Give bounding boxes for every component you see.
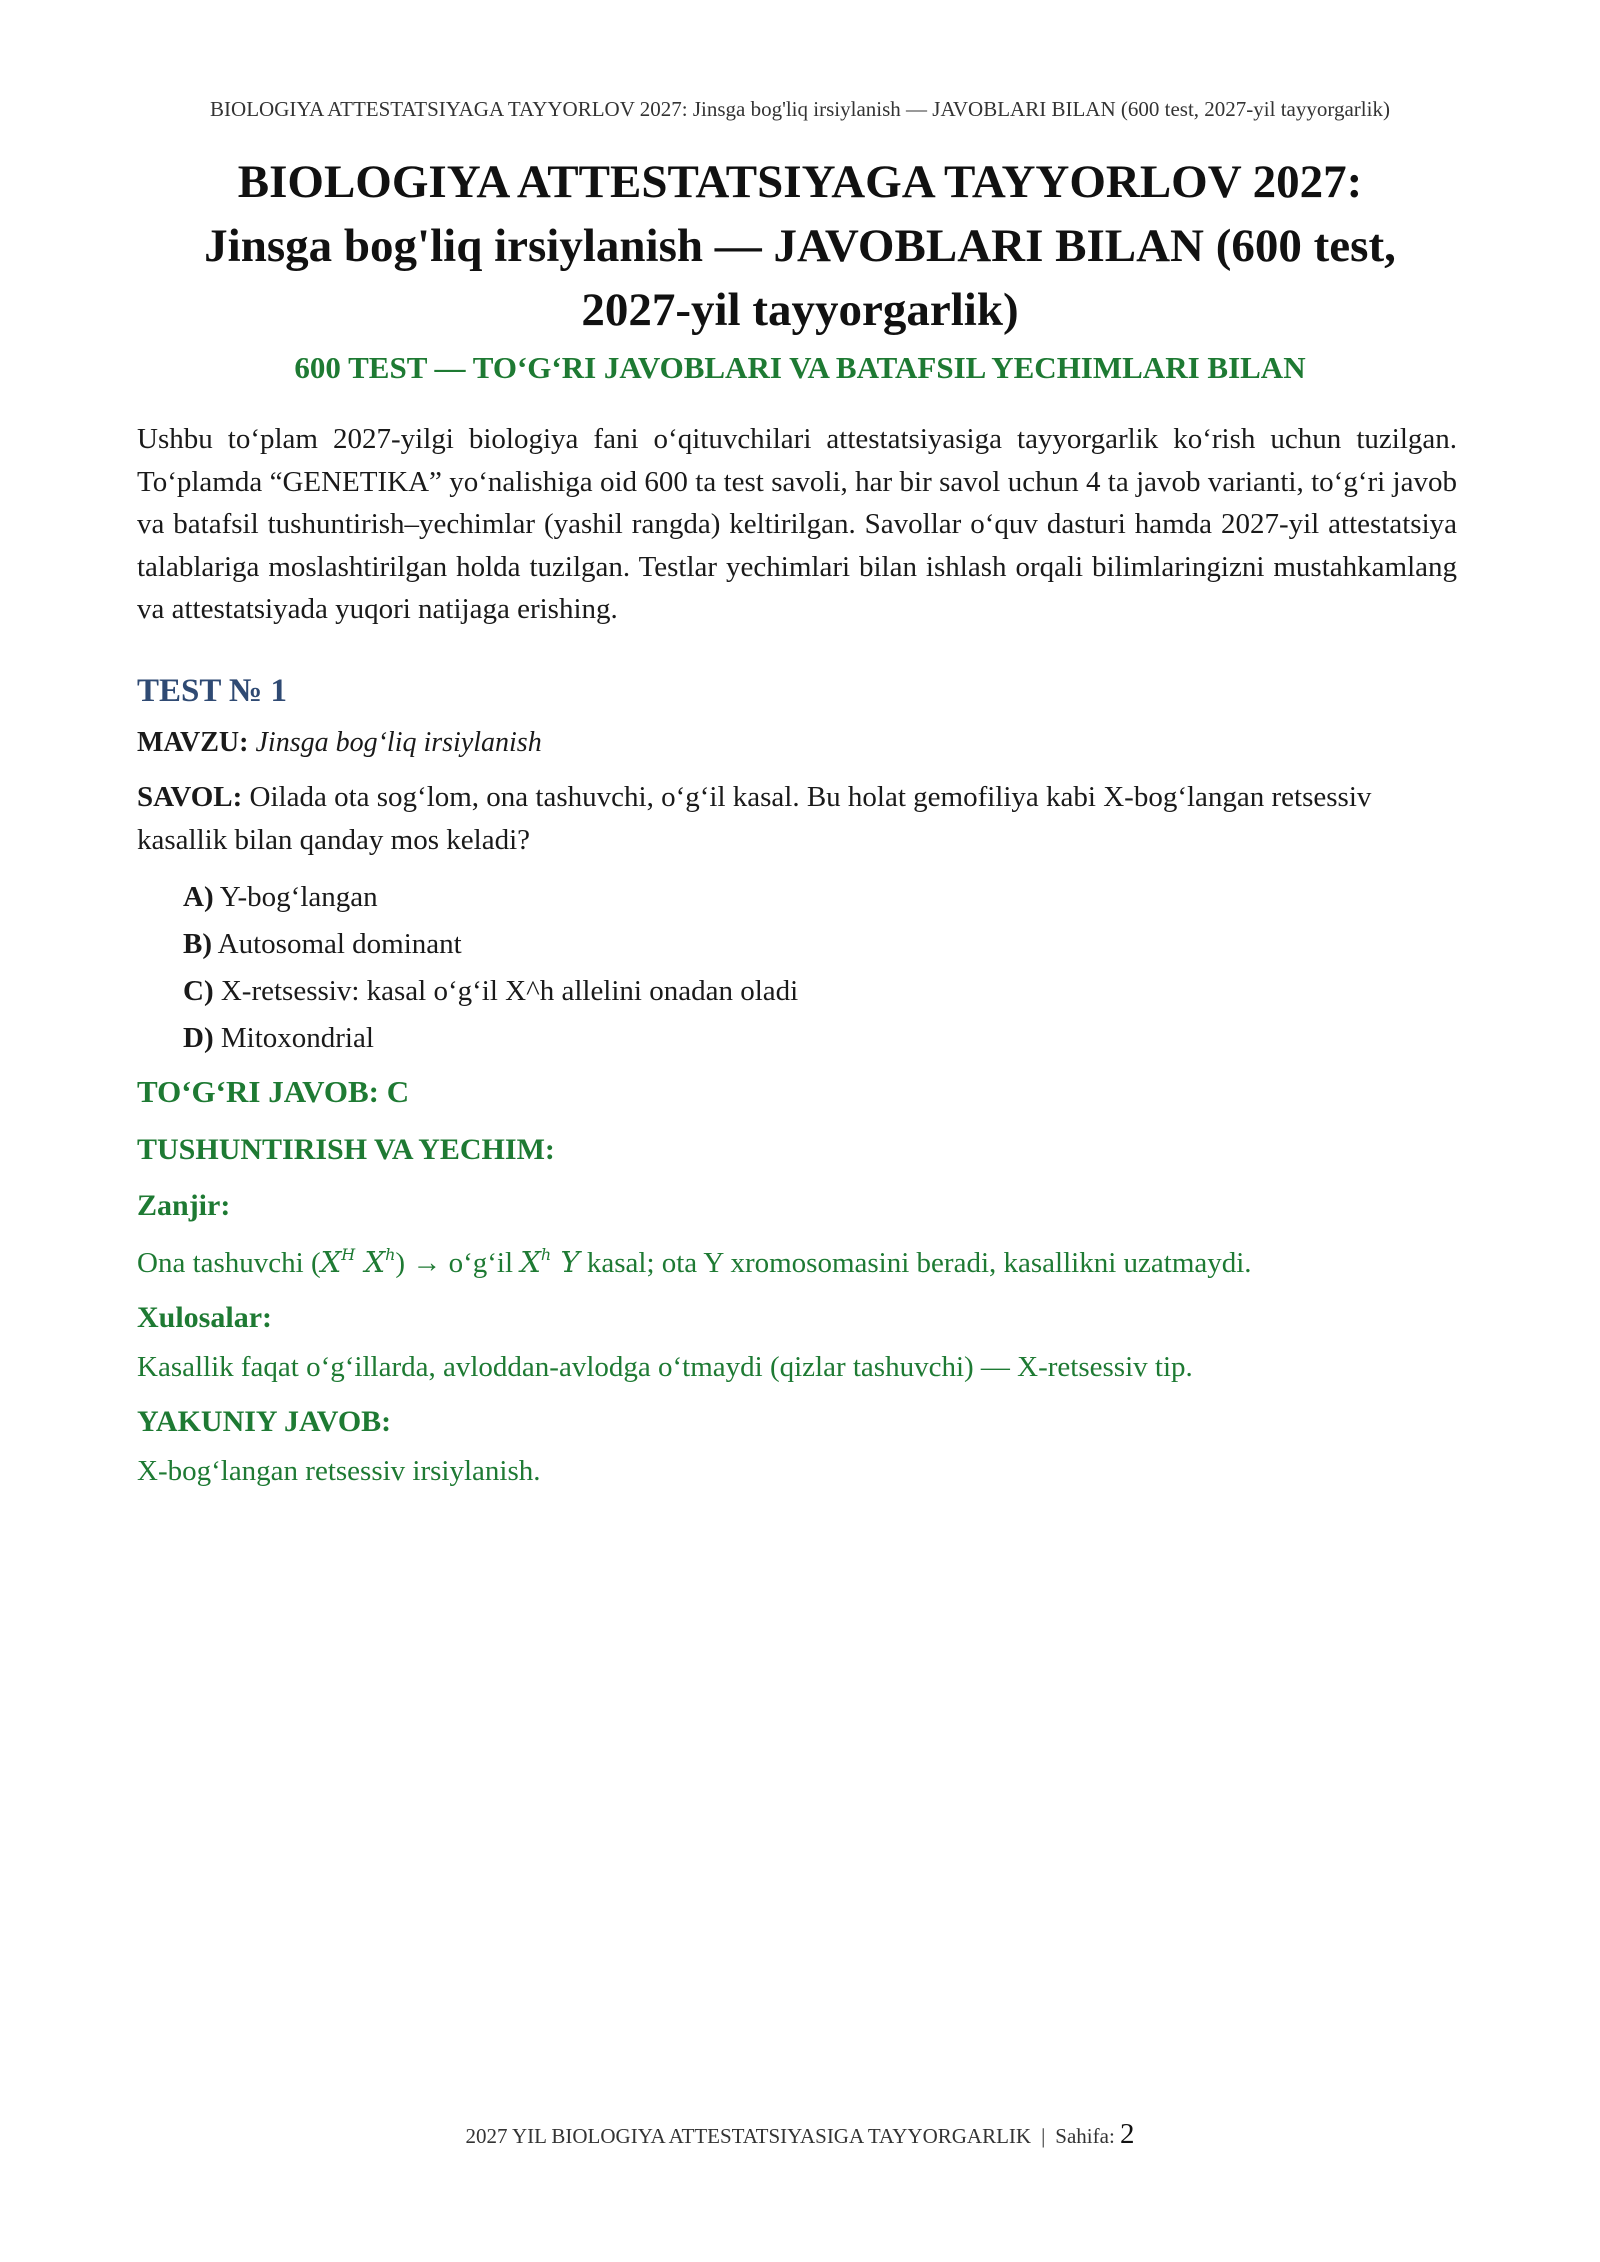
conclusions-heading: Xulosalar: — [137, 1301, 272, 1334]
page-footer — [0, 2118, 1600, 2151]
chain-heading: Zanjir: — [137, 1189, 231, 1222]
question-label: SAVOL: — [137, 781, 243, 813]
x-chromosome: X — [520, 1245, 541, 1279]
option-text: Y-bog‘langan — [219, 881, 378, 913]
allele-dominant: H — [341, 1245, 356, 1264]
running-header: BIOLOGIYA ATTESTATSIYAGA TAYYORLOV 2027: Jinsga bog'liq irsiylanish — JAVOBLARI BILAN (600 test, 2027-yil tayyorgarlik) — [210, 97, 1390, 121]
document-title — [150, 150, 1450, 342]
option-letter: C) — [183, 975, 214, 1007]
page-label: Sahifa: — [1055, 2124, 1115, 2148]
y-chromosome: Y — [560, 1245, 580, 1279]
page-number: 2 — [1120, 2118, 1135, 2150]
option-a — [183, 874, 1457, 921]
topic-label: MAVZU: — [137, 727, 249, 758]
option-c — [183, 968, 1457, 1015]
final-answer-text: X-bog‘langan retsessiv irsiylanish. — [137, 1455, 541, 1487]
test-heading: TEST № 1 — [137, 673, 287, 709]
correct-answer: TO‘G‘RI JAVOB: C — [137, 1074, 410, 1109]
final-answer-heading: YAKUNIY JAVOB: — [137, 1405, 392, 1438]
title-line-1: BIOLOGIYA ATTESTATSIYAGA TAYYORLOV 2027: — [237, 156, 1363, 208]
option-letter: A) — [183, 881, 214, 913]
allele-recessive: h — [540, 1245, 552, 1264]
document-subtitle: 600 TEST — TO‘G‘RI JAVOBLARI VA BATAFSIL YECHIMLARI BILAN — [294, 350, 1306, 385]
chain-text — [137, 1234, 1457, 1284]
allele-recessive: h — [385, 1245, 396, 1264]
intro-paragraph: Ushbu to‘plam 2027-yilgi biologiya fani o‘qituvchilari attestatsiyasiga tayyorgarlik ko‘rish uchun tuzilgan. To‘plamda “GENETIKA” yo‘nalishiga oid 600 ta test savoli, har bir savol uchun 4 ta javob varianti, to‘g‘ri javob va batafsil tushuntirish–yechimlar (yashil rangda) keltirilgan. Savollar o‘quv dasturi hamda 2027-yil attestatsiya talablariga moslashtirilgan holda tuzilgan. Testlar yechimlari bilan ishlash orqali bilimlaringizni mustahkamlang va attestatsiyada yuqori natijaga erishing. — [137, 423, 1457, 625]
option-b — [183, 921, 1457, 968]
x-chromosome: X — [320, 1245, 342, 1279]
chain-part: kasal; ota Y xromosomasini beradi, kasallikni uzatmaydi. — [579, 1247, 1252, 1279]
genotype-son — [520, 1245, 579, 1279]
topic-value: Jinsga bog‘liq irsiylanish — [255, 727, 542, 758]
option-text: Autosomal dominant — [217, 928, 462, 960]
chain-part: ) → o‘g‘il — [395, 1247, 521, 1279]
option-letter: B) — [183, 928, 212, 960]
x-chromosome: X — [364, 1245, 386, 1279]
explanation-heading: TUSHUNTIRISH VA YECHIM: — [137, 1133, 555, 1166]
genotype-mother — [321, 1245, 396, 1279]
option-letter: D) — [183, 1022, 214, 1054]
title-line-2: Jinsga bog'liq irsiylanish — JAVOBLARI BILAN (600 test, — [204, 220, 1396, 272]
option-text: X-retsessiv: kasal o‘g‘il X^h allelini onadan oladi — [220, 975, 799, 1007]
question-text: Oilada ota sog‘lom, ona tashuvchi, o‘g‘il kasal. Bu holat gemofiliya kabi X-bog‘langan retsessiv kasallik bilan qanday mos keladi? — [137, 781, 1372, 856]
conclusions-text: Kasallik faqat o‘g‘illarda, avloddan-avlodga o‘tmaydi (qizlar tashuvchi) — X-retsessiv tip. — [137, 1351, 1193, 1383]
title-line-3: 2027-yil tayyorgarlik) — [581, 284, 1019, 336]
test-section — [137, 668, 1457, 1492]
option-text: Mitoxondrial — [220, 1022, 374, 1054]
question — [137, 776, 1457, 862]
option-d — [183, 1015, 1457, 1062]
footer-separator: | — [1041, 2124, 1046, 2148]
topic-line — [137, 726, 1457, 760]
chain-part: Ona tashuvchi ( — [137, 1247, 321, 1279]
footer-text: 2027 YIL BIOLOGIYA ATTESTATSIYASIGA TAYYORGARLIK — [465, 2124, 1032, 2148]
answer-options — [183, 874, 1457, 1062]
